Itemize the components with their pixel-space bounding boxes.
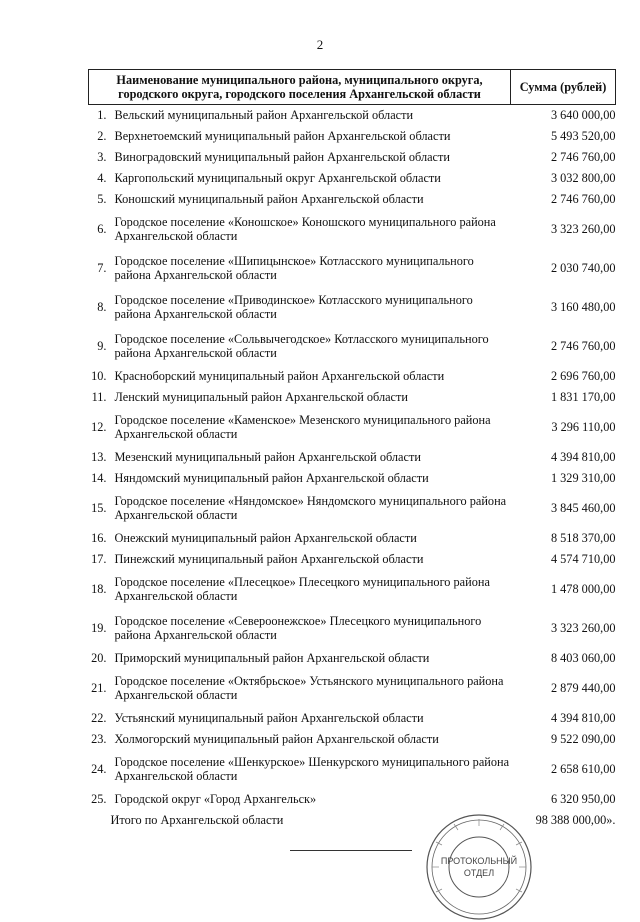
row-name: Онежский муниципальный район Архангельской области <box>114 531 417 545</box>
signature-line <box>290 850 412 851</box>
row-name: Мезенский муниципальный район Архангельской области <box>114 450 421 464</box>
table-row <box>89 105 616 126</box>
row-number <box>89 609 111 648</box>
row-sum: 3 160 480,00 <box>550 300 616 314</box>
row-name: Городское поселение «Шенкурское» Шенкурского муниципального района Архангельской области <box>114 755 510 783</box>
table-row <box>89 147 616 168</box>
official-stamp <box>424 812 534 922</box>
row-sum: 5 493 520,00 <box>550 129 616 143</box>
header-sum: Сумма (рублей) <box>511 70 616 105</box>
row-name: Городское поселение «Сольвычегодское» Котласского муниципального района Архангельской области <box>114 332 489 360</box>
row-name: Городское поселение «Няндомское» Няндомского муниципального района Архангельской области <box>114 494 507 522</box>
stamp-inner-text <box>441 855 517 878</box>
row-sum: 3 323 260,00 <box>550 621 616 635</box>
row-name: Городское поселение «Шипицынское» Котласского муниципального района Архангельской области <box>114 254 474 282</box>
row-sum: 2 746 760,00 <box>550 150 616 164</box>
table-row <box>89 549 616 570</box>
row-number-text: 16. <box>91 531 107 545</box>
row-number-text: 13. <box>91 450 107 464</box>
total-row <box>89 810 616 830</box>
row-number <box>89 327 111 366</box>
row-number <box>89 729 111 750</box>
row-number <box>89 708 111 729</box>
row-number-text: 22. <box>91 711 107 725</box>
row-name: Няндомский муниципальный район Архангельской области <box>114 471 429 485</box>
row-number-text: 4. <box>97 171 107 185</box>
row-number-text: 5. <box>97 192 107 206</box>
row-number <box>89 387 111 408</box>
row-name: Городское поселение «Октябрьское» Устьянского муниципального района Архангельской области <box>114 674 504 702</box>
row-number-text: 23. <box>91 732 107 746</box>
row-number-text: 11. <box>91 390 107 404</box>
row-number <box>89 366 111 387</box>
table-row <box>89 570 616 609</box>
row-number-text: 12. <box>91 420 107 434</box>
row-number-text: 1. <box>97 108 107 123</box>
row-number <box>89 210 111 249</box>
row-sum: 2 746 760,00 <box>550 339 616 353</box>
table-row <box>89 189 616 210</box>
row-number-text: 24. <box>91 762 107 776</box>
row-sum: 6 320 950,00 <box>550 792 616 806</box>
table-row <box>89 408 616 447</box>
row-sum: 2 030 740,00 <box>550 261 616 275</box>
row-number-text: 9. <box>97 339 107 353</box>
row-sum: 3 296 110,00 <box>551 420 616 434</box>
page-number: 2 <box>316 37 324 52</box>
row-number-text: 10. <box>91 369 107 383</box>
row-sum: 4 394 810,00 <box>550 450 616 464</box>
row-number <box>89 447 111 468</box>
row-sum: 9 522 090,00 <box>550 732 616 746</box>
row-sum: 8 403 060,00 <box>550 651 616 665</box>
table-row <box>89 288 616 327</box>
row-sum: 4 394 810,00 <box>550 711 616 725</box>
row-number <box>89 288 111 327</box>
row-number <box>89 105 111 126</box>
row-name: Городское поселение «Коношское» Коношского муниципального района Архангельской области <box>114 215 496 243</box>
table-row <box>89 468 616 489</box>
row-name: Красноборский муниципальный район Архангельской области <box>114 369 445 383</box>
row-name: Вельский муниципальный район Архангельской области <box>114 108 414 123</box>
row-sum: 3 323 260,00 <box>550 222 616 236</box>
row-number-text: 3. <box>97 150 107 164</box>
total-label: Итого по Архангельской области <box>110 812 284 827</box>
row-sum: 4 574 710,00 <box>550 552 616 566</box>
row-number <box>89 408 111 447</box>
header-name: Наименование муниципального района, муниципального округа, городского округа, городского поселения Архангельской области <box>89 70 511 105</box>
row-name: Пинежский муниципальный район Архангельской области <box>114 552 424 566</box>
row-name: Городское поселение «Приводинское» Котласского муниципального района Архангельской области <box>114 293 473 321</box>
row-number <box>89 549 111 570</box>
row-name: Верхнетоемский муниципальный район Архангельской области <box>114 129 451 143</box>
table-row <box>89 366 616 387</box>
row-number <box>89 789 111 810</box>
row-number-text: 6. <box>97 222 107 236</box>
row-name: Городское поселение «Каменское» Мезенского муниципального района Архангельской области <box>114 413 491 441</box>
row-number <box>89 189 111 210</box>
row-name: Городской округ «Город Архангельск» <box>114 792 317 806</box>
row-number <box>89 489 111 528</box>
row-number-text: 21. <box>91 681 107 695</box>
allocation-table <box>88 69 616 830</box>
table-row <box>89 609 616 648</box>
table-row <box>89 789 616 810</box>
row-number <box>89 147 111 168</box>
row-number-text: 8. <box>97 300 107 314</box>
table-row <box>89 708 616 729</box>
table-row <box>89 528 616 549</box>
row-sum: 1 831 170,00 <box>550 390 616 404</box>
row-number <box>89 570 111 609</box>
row-sum: 2 696 760,00 <box>550 369 616 383</box>
row-number-text: 25. <box>91 792 107 806</box>
row-sum: 3 640 000,00 <box>550 108 616 123</box>
row-name: Устьянский муниципальный район Архангельской области <box>114 711 424 725</box>
row-number-text: 14. <box>91 471 107 485</box>
row-number <box>89 126 111 147</box>
row-number <box>89 750 111 789</box>
row-number <box>89 249 111 288</box>
row-sum: 3 845 460,00 <box>550 501 616 515</box>
table-row <box>89 669 616 708</box>
row-number-text: 15. <box>91 501 107 515</box>
row-name: Каргопольский муниципальный округ Архангельской области <box>114 171 441 185</box>
stamp-text-line: ПРОТОКОЛЬНЫЙ <box>440 856 518 866</box>
row-name: Ленский муниципальный район Архангельской области <box>114 390 408 404</box>
table-row <box>89 249 616 288</box>
table-body <box>89 105 616 810</box>
table-header-row <box>89 70 616 105</box>
row-name: Холмогорский муниципальный район Архангельской области <box>114 732 439 746</box>
row-sum: 3 032 800,00 <box>550 171 616 185</box>
table-row <box>89 447 616 468</box>
table-row <box>89 168 616 189</box>
row-number <box>89 468 111 489</box>
row-name: Приморский муниципальный район Архангельской области <box>114 651 430 665</box>
row-number-text: 18. <box>91 582 107 596</box>
row-name: Виноградовский муниципальный район Архангельской области <box>114 150 450 164</box>
stamp-text-line: ОТДЕЛ <box>463 868 495 878</box>
table-row <box>89 327 616 366</box>
row-sum: 1 478 000,00 <box>550 582 616 596</box>
row-number <box>89 168 111 189</box>
table-row <box>89 750 616 789</box>
row-number-text: 19. <box>91 621 107 635</box>
table-row <box>89 489 616 528</box>
row-number-text: 17. <box>91 552 107 566</box>
row-sum: 2 879 440,00 <box>550 681 616 695</box>
row-sum: 2 746 760,00 <box>550 192 616 206</box>
table-row <box>89 210 616 249</box>
row-name: Коношский муниципальный район Архангельской области <box>114 192 424 206</box>
row-number <box>89 648 111 669</box>
row-number-text: 7. <box>97 261 107 275</box>
row-sum: 2 658 610,00 <box>550 762 616 776</box>
row-number <box>89 669 111 708</box>
table-row <box>89 648 616 669</box>
row-name: Городское поселение «Североонежское» Плесецкого муниципального района Архангельской области <box>114 614 482 642</box>
row-sum: 1 329 310,00 <box>550 471 616 485</box>
row-number-text: 20. <box>91 651 107 665</box>
row-name: Городское поселение «Плесецкое» Плесецкого муниципального района Архангельской области <box>114 575 490 603</box>
row-number-text: 2. <box>97 129 107 143</box>
table-row <box>89 126 616 147</box>
row-sum: 8 518 370,00 <box>550 531 616 545</box>
total-sum: 98 388 000,00». <box>535 812 616 827</box>
row-number <box>89 528 111 549</box>
table-row <box>89 729 616 750</box>
table-row <box>89 387 616 408</box>
